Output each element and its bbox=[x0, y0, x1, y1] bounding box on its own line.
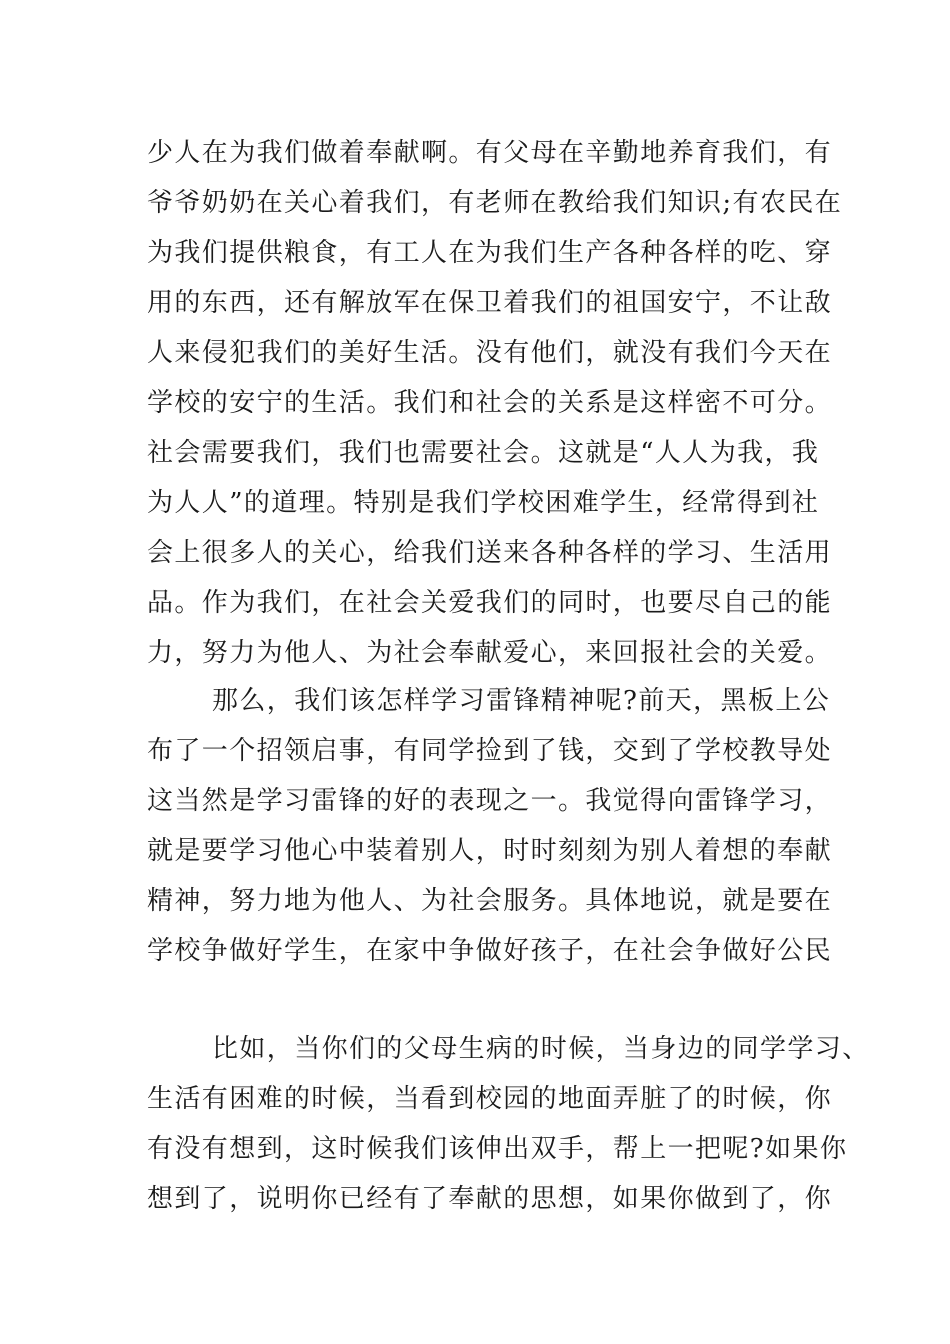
text-line: 布了一个招领启事，有同学捡到了钱，交到了学校教导处 bbox=[147, 736, 833, 766]
text-line: 社会需要我们，我们也需要社会。这就是“人人为我，我 bbox=[147, 438, 820, 468]
text-line: 生活有困难的时候，当看到校园的地面弄脏了的时候，你 bbox=[147, 1084, 833, 1114]
text-line: 为我们提供粮食，有工人在为我们生产各种各样的吃、穿 bbox=[147, 238, 833, 268]
text-line: 人来侵犯我们的美好生活。没有他们，就没有我们今天在 bbox=[147, 338, 833, 368]
text-line: 品。作为我们，在社会关爱我们的同时，也要尽自己的能 bbox=[147, 588, 833, 618]
paragraph-start-line: 那么，我们该怎样学习雷锋精神呢?前天，黑板上公 bbox=[212, 686, 831, 716]
text-line: 就是要学习他心中装着别人，时时刻刻为别人着想的奉献 bbox=[147, 836, 833, 866]
text-line: 学校的安宁的生活。我们和社会的关系是这样密不可分。 bbox=[147, 388, 833, 418]
text-line: 想到了，说明你已经有了奉献的思想，如果你做到了，你 bbox=[147, 1184, 833, 1214]
text-line: 爷爷奶奶在关心着我们，有老师在教给我们知识;有农民在 bbox=[147, 188, 843, 218]
text-line: 会上很多人的关心，给我们送来各种各样的学习、生活用 bbox=[147, 538, 833, 568]
text-line: 这当然是学习雷锋的好的表现之一。我觉得向雷锋学习， bbox=[147, 786, 833, 816]
text-line: 用的东西，还有解放军在保卫着我们的祖国安宁，不让敌 bbox=[147, 288, 833, 318]
text-line: 精神，努力地为他人、为社会服务。具体地说，就是要在 bbox=[147, 886, 833, 916]
text-line: 少人在为我们做着奉献啊。有父母在辛勤地养育我们，有 bbox=[147, 138, 833, 168]
text-line: 力，努力为他人、为社会奉献爱心，来回报社会的关爱。 bbox=[147, 638, 833, 668]
text-line: 学校争做好学生，在家中争做好孩子，在社会争做好公民 bbox=[147, 936, 833, 966]
text-line: 有没有想到，这时候我们该伸出双手，帮上一把呢?如果你 bbox=[147, 1134, 848, 1164]
paragraph-start-line: 比如，当你们的父母生病的时候，当身边的同学学习、 bbox=[212, 1034, 870, 1064]
text-line: 为人人”的道理。特别是我们学校困难学生，经常得到社 bbox=[147, 488, 820, 518]
